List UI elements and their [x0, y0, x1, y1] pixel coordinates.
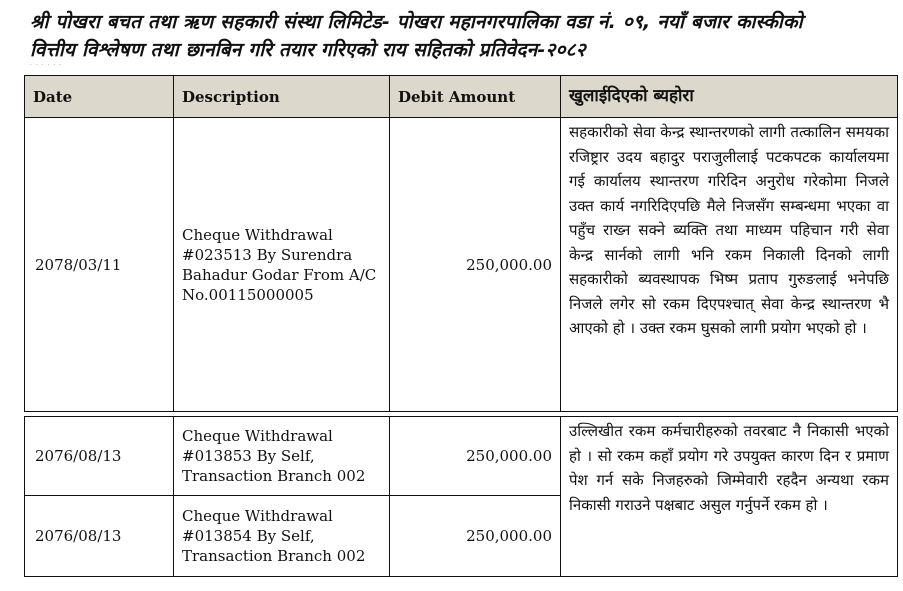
report-title-line-1: श्री पोखरा बचत तथा ऋण सहकारी संस्था लिमिटेड- पोखरा महानगरपालिका वडा नं. ०९, नयाँ बजार कास्कीको — [30, 11, 803, 33]
row-debit-amount: 250,000.00 — [390, 417, 561, 496]
transactions-table — [24, 75, 898, 577]
header-remarks: खुलाईदिएको ब्यहोरा — [561, 76, 898, 118]
header-description: Description — [174, 76, 390, 118]
report-title-line-2: वित्तीय विश्लेषण तथा छानबिन गरि तयार गरिएको राय सहितको प्रतिवेदन-२०८२ — [30, 39, 586, 61]
row-description: Cheque Withdrawal #013853 By Self, Transaction Branch 002 — [174, 417, 390, 496]
merged-row-remarks: उल्लिखीत रकम कर्मचारीहरुको तवरबाट नै निकासी भएको हो । सो रकम कहाँ प्रयोग गरे उपयुक्त कारण दिन र प्रमाण पेश गर्न सके निजहरुको जिम्मेवारी रहदैन अन्यथा रकम निकासी गराउने पक्षबाट असुल गर्नुपर्ने रकम हो । — [561, 417, 898, 577]
row-remarks: सहकारीको सेवा केन्द्र स्थान्तरणको लागी तत्कालिन समयका रजिष्ट्रार उदय बहादुर पराजुलीलाई पटकपटक कार्यालयमा गई कार्यालय स्थान्तरण गरिदिन अनुरोध गरेकोमा निजले उक्त कार्य नगरिदिएपछि मैले निजसँग सम्बन्धमा भएका वा पहुँच राख्न सक्ने ब्यक्ति तथा माध्यम पहिचान गरी सेवा केन्द्र सार्नको लागी भनि रकम निकाली दिनको लागी सहकारीको ब्यवस्थापक भिष्म प्रताप गुरुङलाई भनेपछि निजले लगेर सो रकम दिएपश्चात् सेवा केन्द्र स्थान्तरण भै आएको हो । उक्त रकम घुसको लागी प्रयोग भएको हो । — [561, 118, 898, 412]
table-row — [25, 417, 898, 496]
faint-marks: · · · · · · — [30, 62, 62, 69]
header-date: Date — [25, 76, 174, 118]
row-date: 2076/08/13 — [25, 496, 174, 577]
row-date: 2078/03/11 — [25, 118, 174, 412]
header-debit-amount: Debit Amount — [390, 76, 561, 118]
table-header-row — [25, 76, 898, 118]
row-debit-amount: 250,000.00 — [390, 496, 561, 577]
row-date: 2076/08/13 — [25, 417, 174, 496]
table-row — [25, 118, 898, 412]
row-debit-amount: 250,000.00 — [390, 118, 561, 412]
row-description: Cheque Withdrawal #023513 By Surendra Bahadur Godar From A/C No.00115000005 — [174, 118, 390, 412]
row-description: Cheque Withdrawal #013854 By Self, Transaction Branch 002 — [174, 496, 390, 577]
